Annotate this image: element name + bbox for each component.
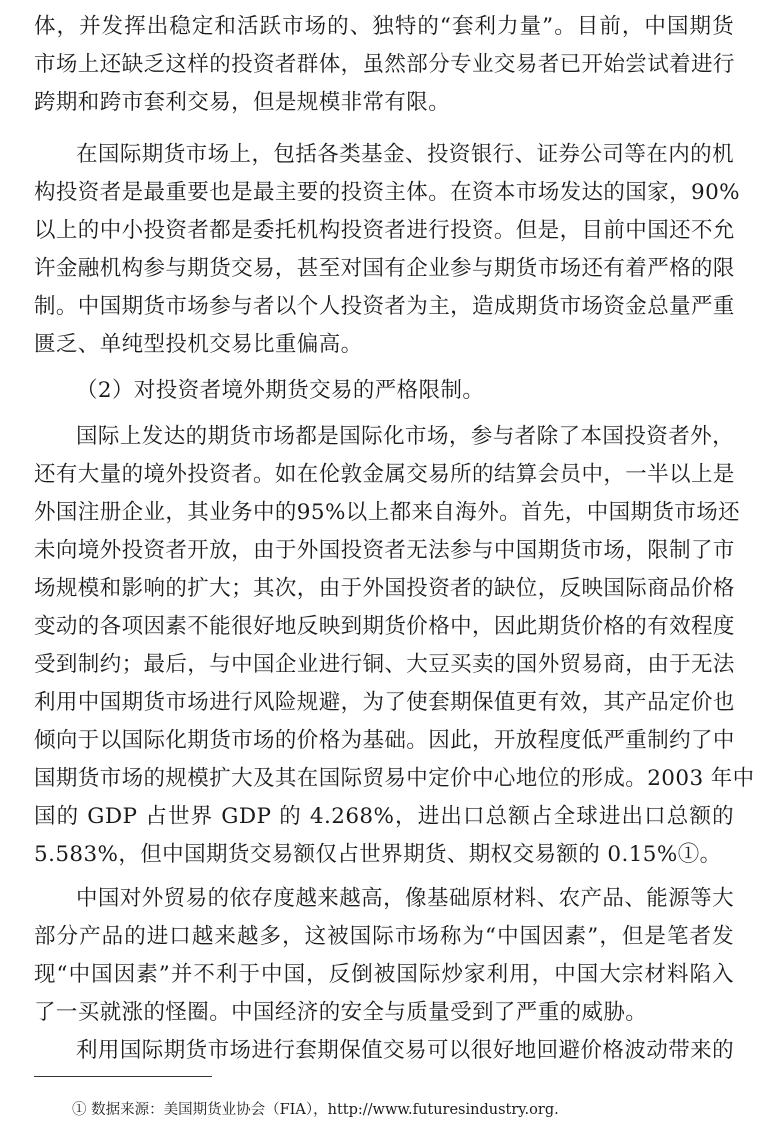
footnote-divider: [34, 1076, 212, 1077]
body-line: 中国对外贸易的依存度越来越高，像基础原材料、农产品、能源等大: [76, 886, 734, 911]
body-line: 体，并发挥出稳定和活跃市场的、独特的“套利力量”。目前，中国期货: [34, 14, 734, 39]
body-line: 在国际期货市场上，包括各类基金、投资银行、证券公司等在内的机: [76, 142, 734, 167]
body-line: 5.583%，但中国期货交易额仅占世界期货、期权交易额的 0.15%①。: [34, 842, 722, 867]
body-line: 场规模和影响的扩大；其次，由于外国投资者的缺位，反映国际商品价格: [34, 576, 735, 601]
body-line: 制。中国期货市场参与者以个人投资者为主，造成期货市场资金总量严重: [34, 294, 735, 319]
body-line: 市场上还缺乏这样的投资者群体，虽然部分专业交易者已开始尝试着进行: [34, 52, 735, 77]
body-line: 跨期和跨市套利交易，但是规模非常有限。: [34, 90, 451, 115]
body-line: 变动的各项因素不能很好地反映到期货价格中，因此期货价格的有效程度: [34, 614, 735, 639]
body-line: 未向境外投资者开放，由于外国投资者无法参与中国期货市场，限制了市: [34, 538, 735, 563]
body-line: 以上的中小投资者都是委托机构投资者进行投资。但是，目前中国还不允: [34, 218, 735, 243]
body-line: 构投资者是最重要也是最主要的投资主体。在资本市场发达的国家，90%: [34, 180, 740, 205]
body-line: 了一买就涨的怪圈。中国经济的安全与质量受到了严重的威胁。: [34, 1000, 648, 1025]
body-line: 受到制约；最后，与中国企业进行铜、大豆买卖的国外贸易商，由于无法: [34, 652, 735, 677]
body-line: 匮乏、单纯型投机交易比重偏高。: [34, 332, 363, 357]
body-line: 利用国际期货市场进行套期保值交易可以很好地回避价格波动带来的: [76, 1038, 734, 1063]
footnote: ① 数据来源：美国期货业协会（FIA），http://www.futuresindustry.org.: [72, 1102, 559, 1118]
body-line: 部分产品的进口越来越多，这被国际市场称为“中国因素”，但是笔者发: [34, 924, 734, 949]
body-line: 利用中国期货市场进行风险规避，为了使套期保值更有效，其产品定价也: [34, 690, 735, 715]
body-line: 倾向于以国际化期货市场的价格为基础。因此，开放程度低严重制约了中: [34, 728, 735, 753]
body-line: 国际上发达的期货市场都是国际化市场，参与者除了本国投资者外，: [76, 424, 734, 449]
body-line: 现“中国因素”并不利于中国，反倒被国际炒家利用，中国大宗材料陷入: [34, 962, 734, 987]
body-line: 外国注册企业，其业务中的95%以上都来自海外。首先，中国期货市场还: [34, 500, 740, 525]
body-line: 国期货市场的规模扩大及其在国际贸易中定价中心地位的形成。2003 年中: [34, 766, 755, 791]
body-line: 还有大量的境外投资者。如在伦敦金属交易所的结算会员中，一半以上是: [34, 462, 735, 487]
section-heading: （2）对投资者境外期货交易的严格限制。: [76, 378, 485, 403]
body-line: 国的 GDP 占世界 GDP 的 4.268%，进出口总额占全球进出口总额的: [34, 804, 734, 829]
body-line: 许金融机构参与期货交易，甚至对国有企业参与期货市场还有着严格的限: [34, 256, 735, 281]
